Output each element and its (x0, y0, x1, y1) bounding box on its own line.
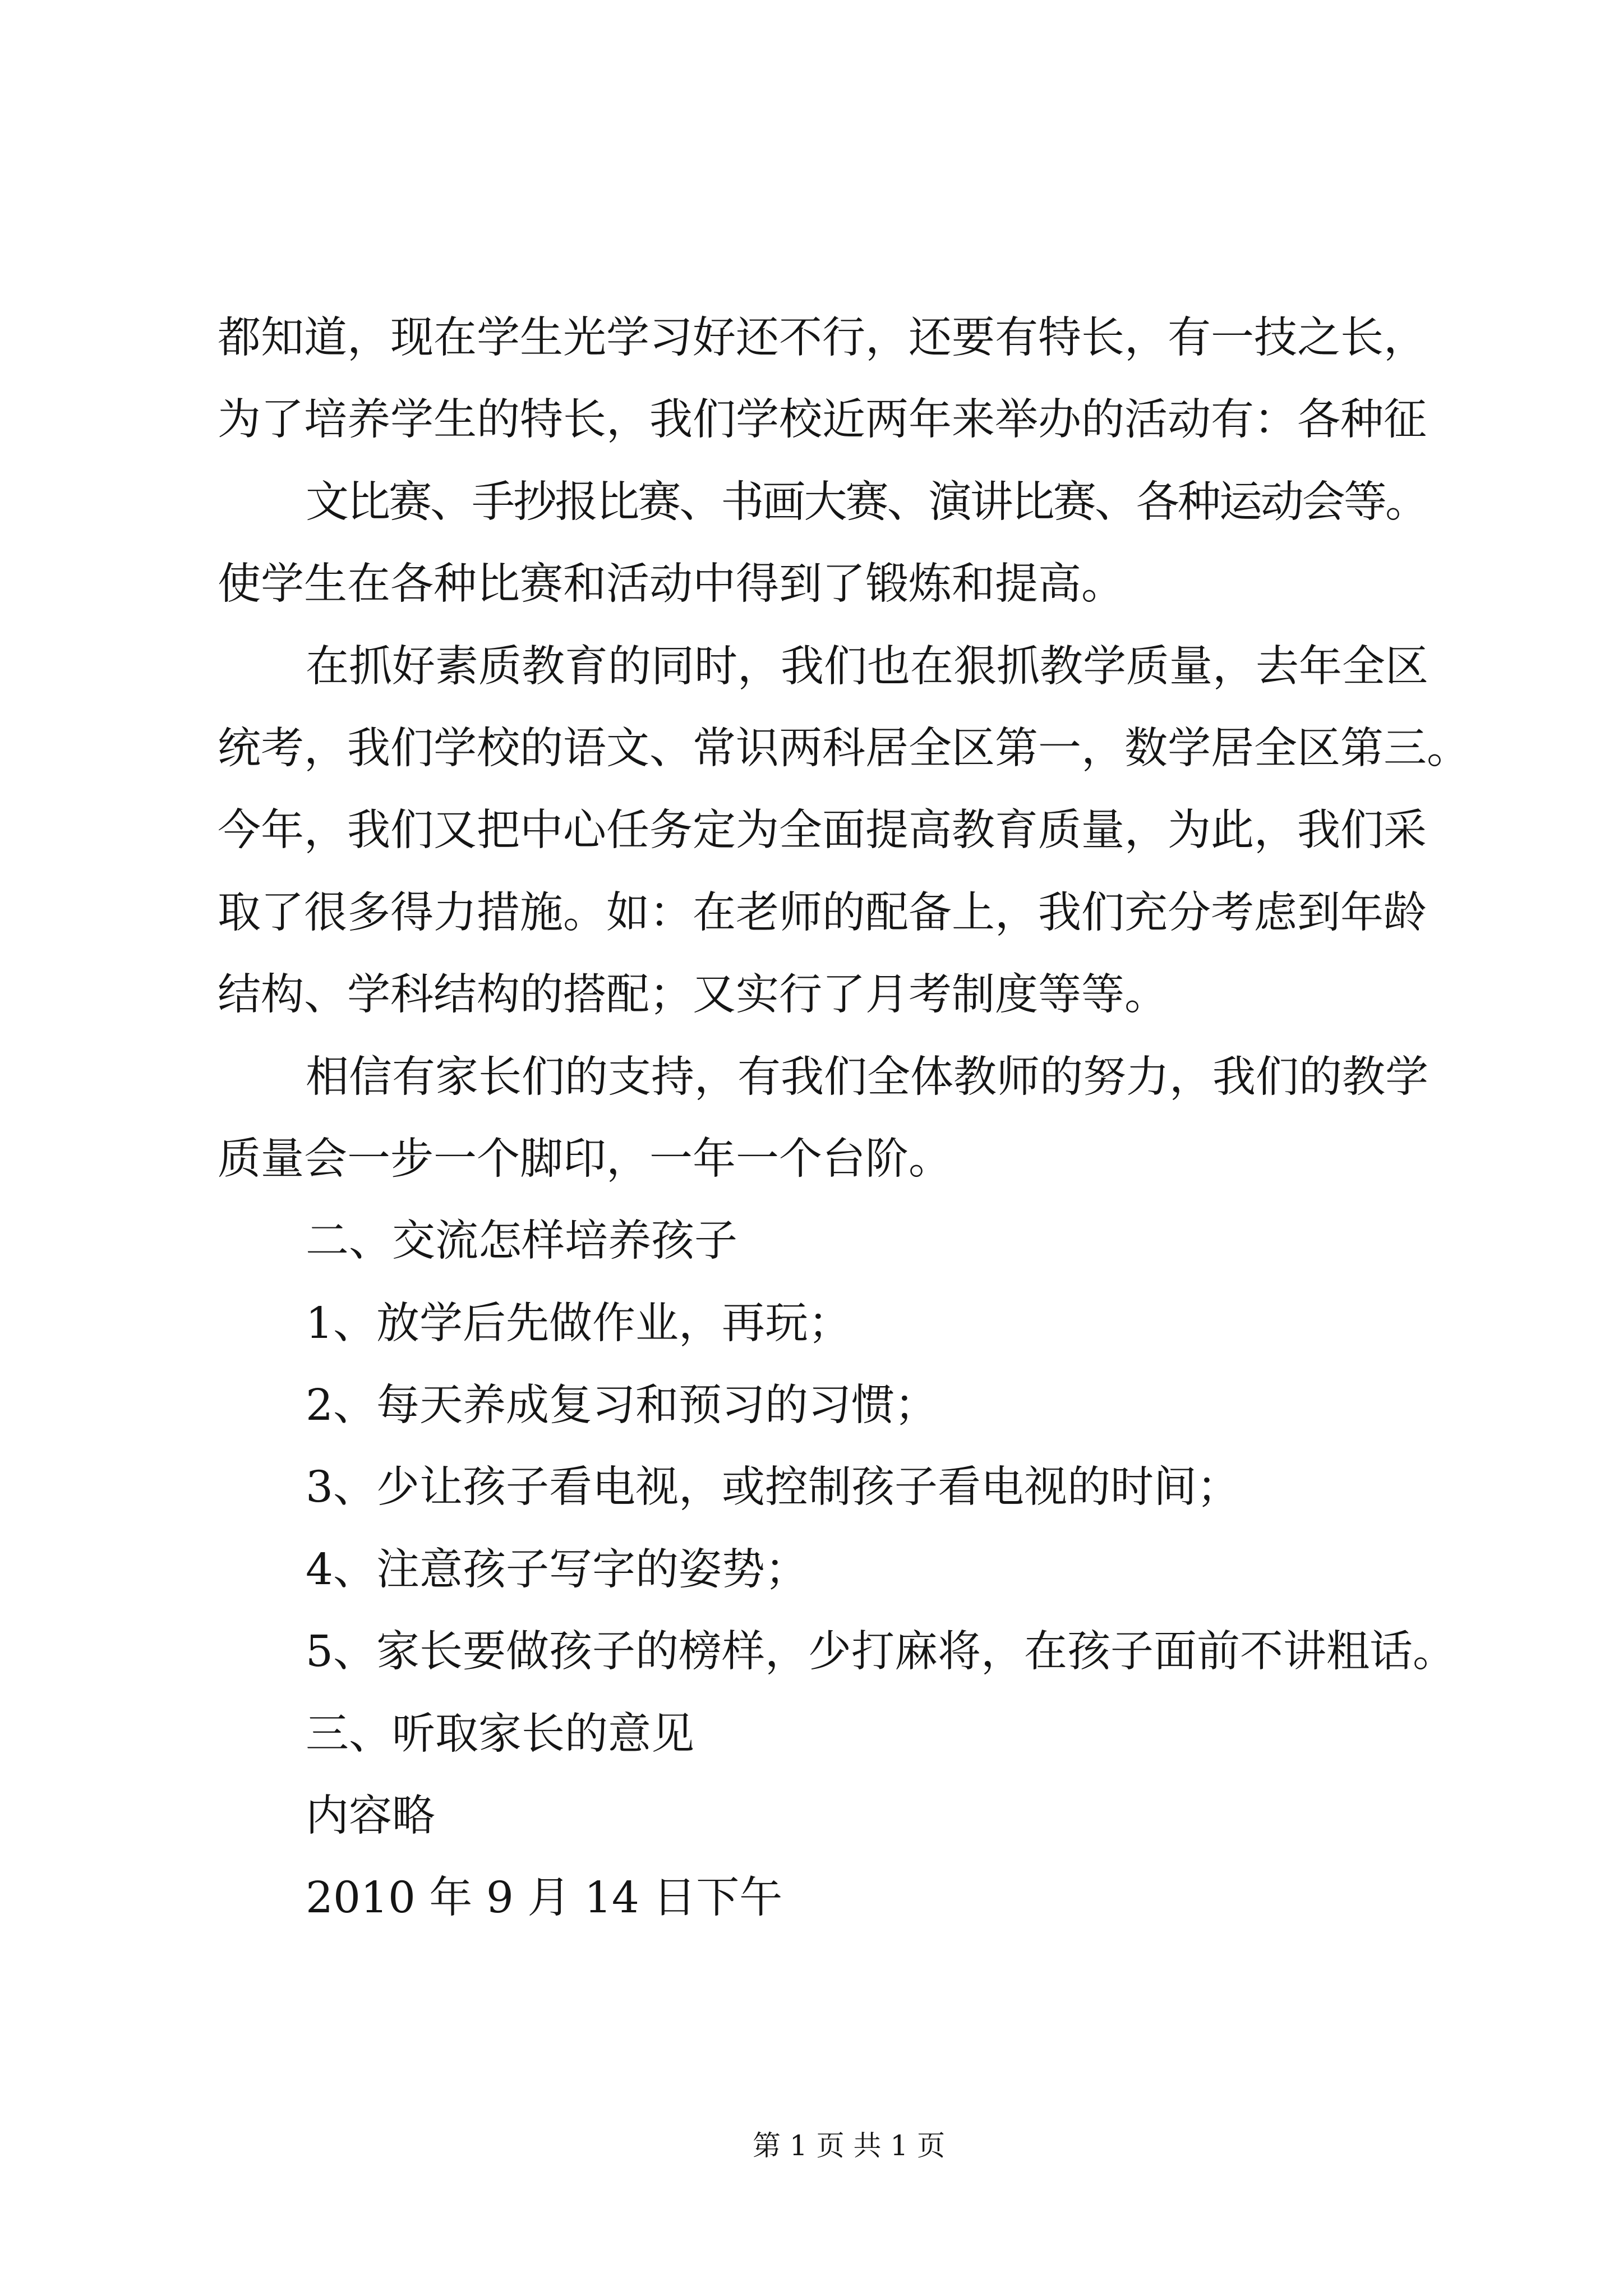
body-line: 相信有家长们的支持，有我们全体教师的努力，我们的教学 (306, 1052, 1428, 1102)
section-heading: 二、交流怎样培养孩子 (306, 1216, 737, 1267)
body-line: 取了很多得力措施。如：在老师的配备上，我们充分考虑到年龄 (218, 887, 1427, 938)
section-heading: 三、听取家长的意见 (306, 1709, 694, 1759)
body-line: 质量会一步一个脚印，一年一个台阶。 (218, 1134, 952, 1184)
body-line: 结构、学科结构的搭配；又实行了月考制度等等。 (218, 970, 1168, 1020)
body-line: 使学生在各种比赛和活动中得到了锻炼和提高。 (218, 559, 1124, 610)
list-item: 4、注意孩子写字的姿势； (306, 1544, 808, 1595)
body-line: 都知道，现在学生光学习好还不行，还要有特长，有一技之长， (218, 313, 1427, 363)
list-item: 2、每天养成复习和预习的习惯； (306, 1381, 938, 1431)
body-line: 统考，我们学校的语文、常识两科居全区第一，数学居全区第三。 (218, 723, 1470, 774)
document-body (218, 297, 1470, 1940)
body-line: 在抓好素质教育的同时，我们也在狠抓教学质量，去年全区 (306, 641, 1428, 692)
body-line: 今年，我们又把中心任务定为全面提高教育质量，为此，我们采 (218, 806, 1427, 856)
list-item: 1、放学后先做作业，再玩； (306, 1298, 851, 1349)
body-line: 内容略 (306, 1791, 435, 1842)
body-line: 文比赛、手抄报比赛、书画大赛、演讲比赛、各种运动会等。 (306, 477, 1427, 527)
page-number-footer: 第 1 页 共 1 页 (753, 2129, 946, 2162)
list-item: 3、少让孩子看电视，或控制孩子看电视的时间； (306, 1462, 1240, 1513)
list-item: 5、家长要做孩子的榜样，少打麻将，在孩子面前不讲粗话。 (306, 1627, 1456, 1677)
date-line: 2010 年 9 月 14 日下午 (306, 1873, 783, 1924)
body-line: 为了培养学生的特长，我们学校近两年来举办的活动有：各种征 (218, 395, 1427, 445)
